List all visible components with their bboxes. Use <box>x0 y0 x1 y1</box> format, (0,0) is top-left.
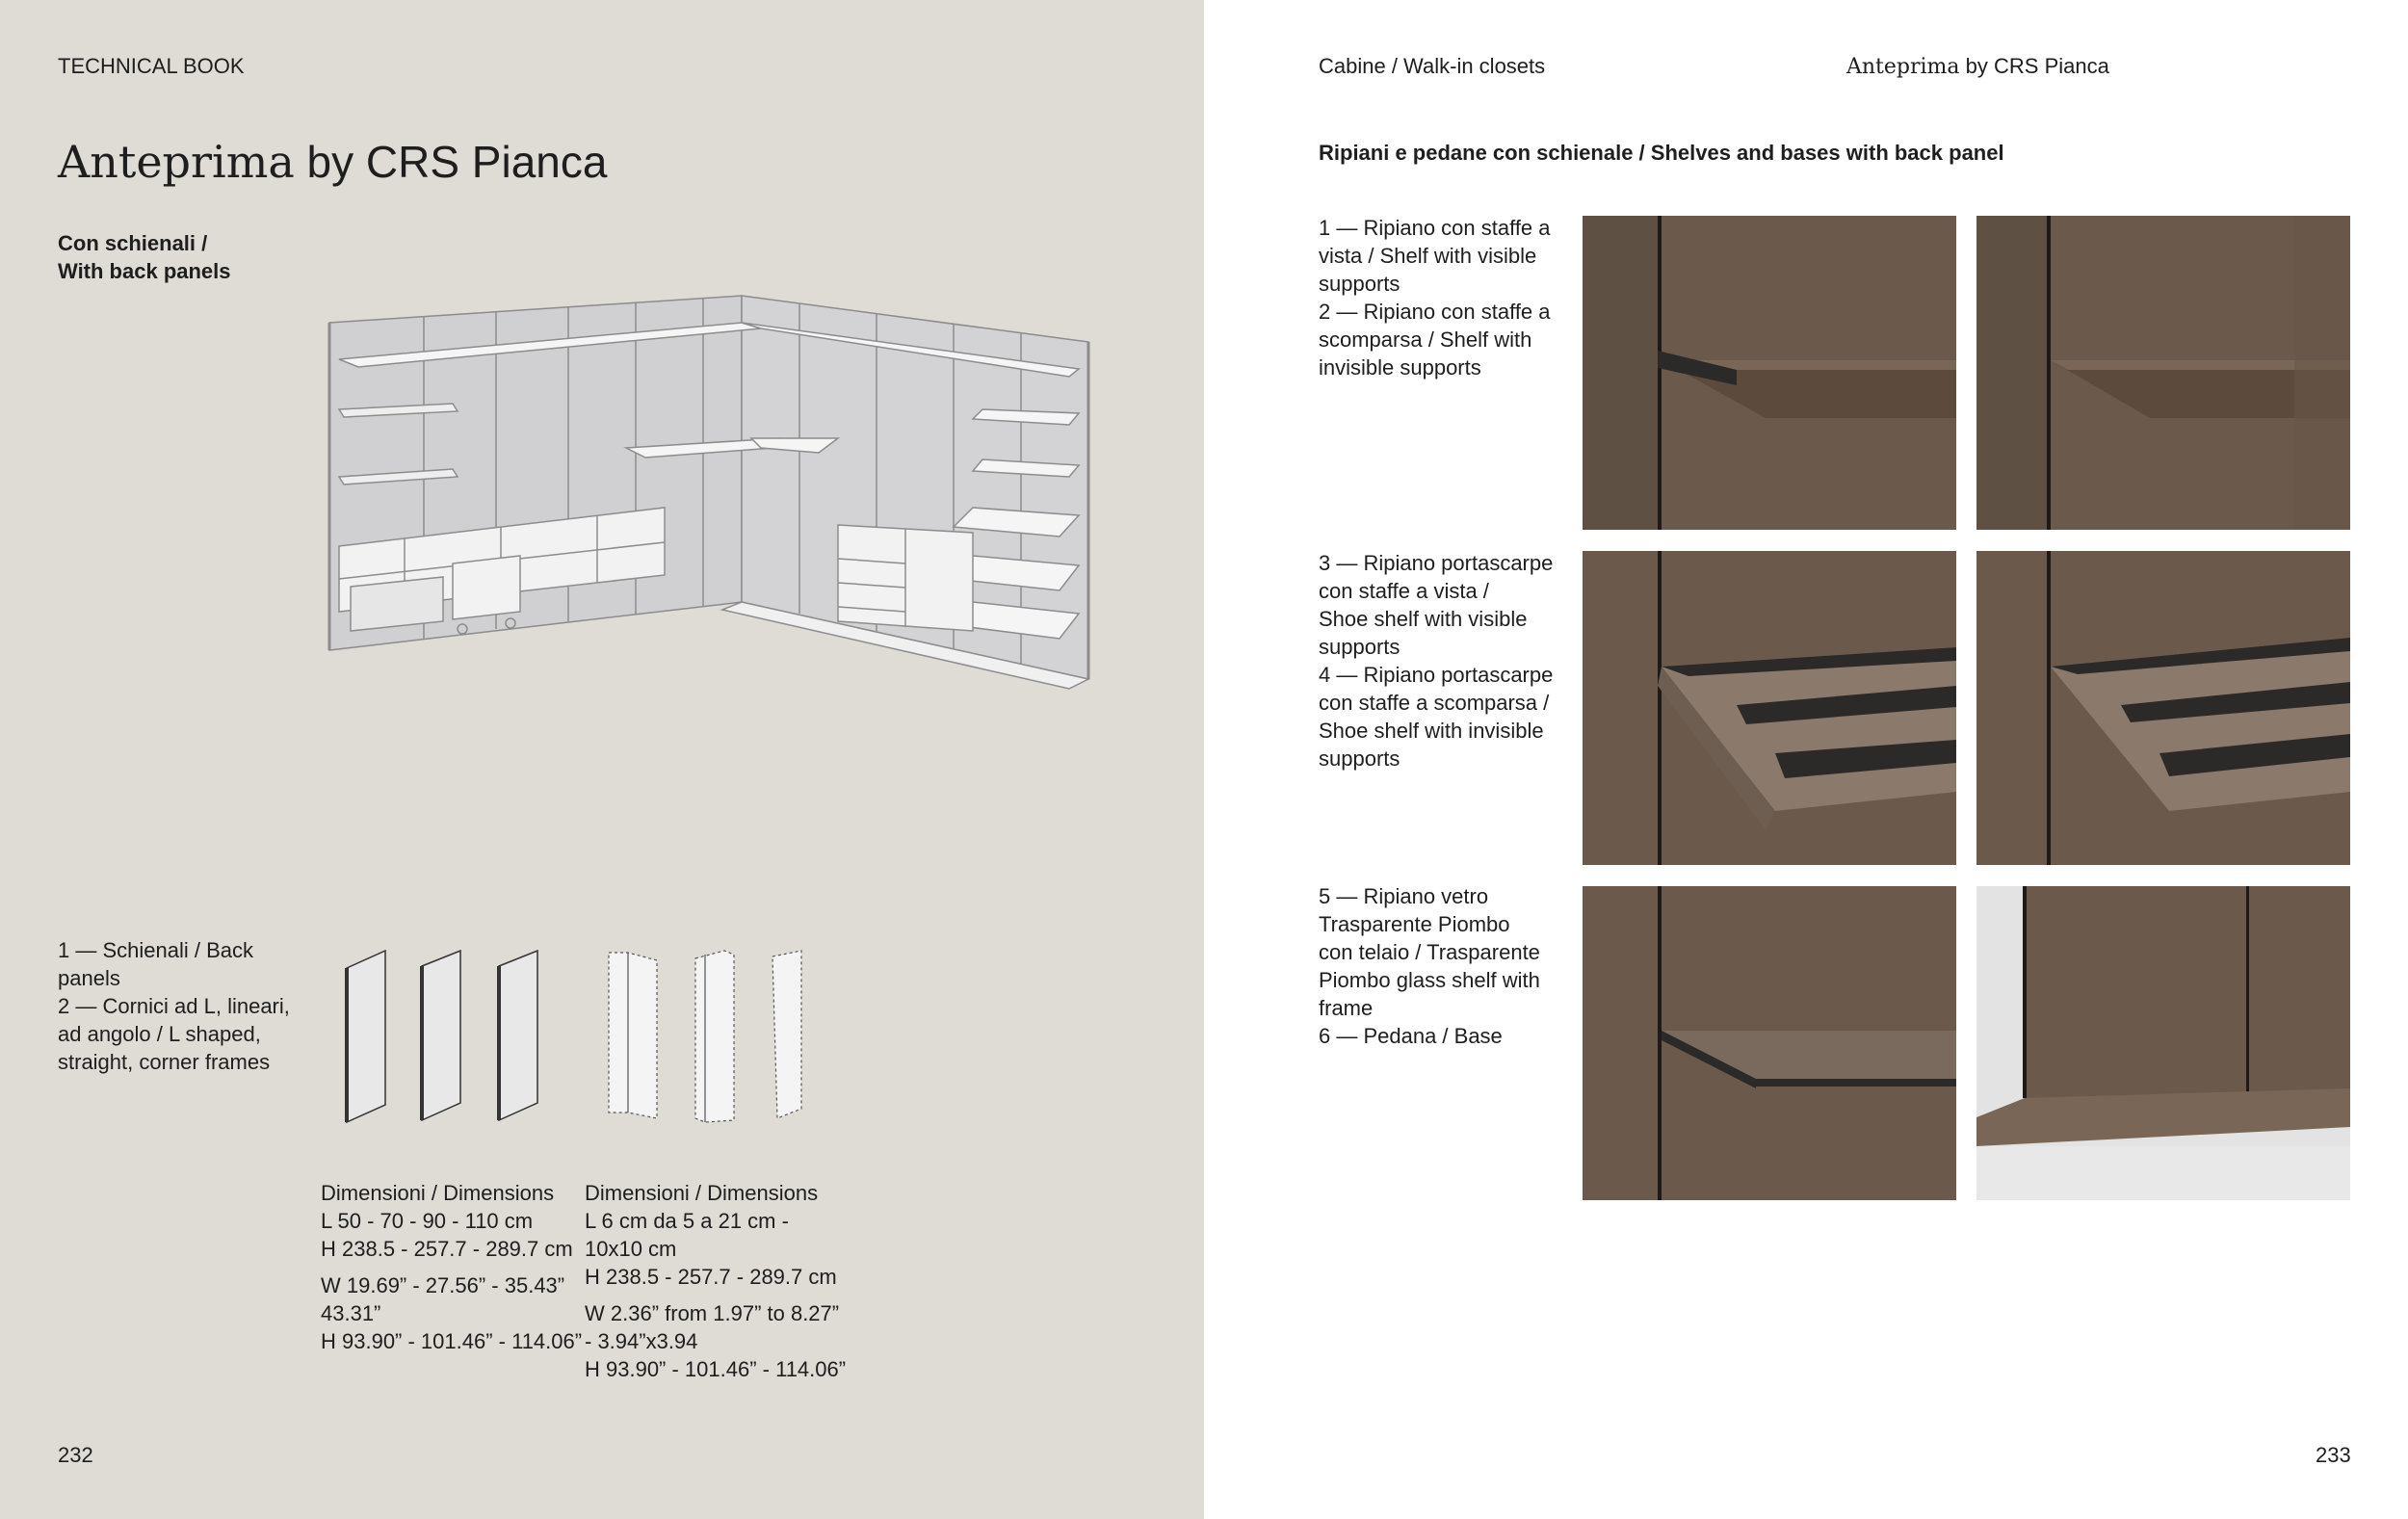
page-number-right: 233 <box>2316 1443 2351 1467</box>
caption-line: con telaio / Trasparente <box>1319 940 1540 964</box>
title-by-crs-pianca: by CRS Pianca <box>306 137 608 187</box>
dimensions-line: H 93.90” - 101.46” - 114.06” <box>585 1357 847 1381</box>
dimensions-back-panels <box>321 1179 582 1355</box>
caption-line: 1 — Ripiano con staffe a <box>1319 216 1551 240</box>
caption-line: 2 — Ripiano con staffe a <box>1319 300 1551 324</box>
dimensions-line: L 6 cm da 5 a 21 cm - <box>585 1209 789 1233</box>
section-label: Cabine / Walk-in closets <box>1319 54 1546 78</box>
caption-line: Shoe shelf with visible <box>1319 607 1528 631</box>
title-anteprima: Anteprima <box>58 136 295 188</box>
photo-glass-shelf <box>1583 886 1956 1200</box>
caption-group-1 <box>1319 214 1551 381</box>
dimensions-title: Dimensioni / Dimensions <box>321 1181 555 1205</box>
subtitle <box>58 229 231 285</box>
walk-in-closet-drawing <box>318 284 1108 698</box>
subtitle-line: With back panels <box>58 259 231 283</box>
legend-line: ad angolo / L shaped, <box>58 1022 261 1046</box>
page-title <box>58 135 607 189</box>
dimensions-line: 10x10 cm <box>585 1237 677 1261</box>
dimensions-line: - 3.94”x3.94 <box>585 1329 698 1353</box>
brand-by-crs-pianca: by CRS Pianca <box>1965 54 2109 78</box>
legend-line: straight, corner frames <box>58 1050 271 1074</box>
dimensions-line: H 238.5 - 257.7 - 289.7 cm <box>585 1265 837 1289</box>
caption-line: Shoe shelf with invisible <box>1319 719 1544 743</box>
photo-shoe-shelf-visible-supports <box>1583 551 1956 865</box>
dimensions-line: H 93.90” - 101.46” - 114.06” <box>321 1329 583 1353</box>
right-page <box>1204 0 2408 1519</box>
caption-line: supports <box>1319 272 1400 296</box>
dimensions-title: Dimensioni / Dimensions <box>585 1181 819 1205</box>
caption-line: supports <box>1319 635 1400 659</box>
dimensions-line: H 238.5 - 257.7 - 289.7 cm <box>321 1237 573 1261</box>
caption-line: vista / Shelf with visible <box>1319 244 1537 268</box>
legend <box>58 936 290 1076</box>
caption-line: invisible supports <box>1319 355 1481 380</box>
caption-line: 3 — Ripiano portascarpe <box>1319 551 1554 575</box>
section-heading: Ripiani e pedane con schienale / Shelves and bases with back panel <box>1319 141 2004 165</box>
photo-base <box>1976 886 2350 1200</box>
dimensions-line: 43.31” <box>321 1301 381 1325</box>
photo-shoe-shelf-invisible-supports <box>1976 551 2350 865</box>
legend-line: 1 — Schienali / Back <box>58 938 253 962</box>
frames-drawing <box>599 939 821 1132</box>
header-label: TECHNICAL BOOK <box>58 54 245 78</box>
dimensions-line: W 19.69” - 27.56” - 35.43” <box>321 1273 565 1297</box>
caption-line: scomparsa / Shelf with <box>1319 327 1532 352</box>
page-number-left: 232 <box>58 1443 93 1467</box>
photo-shelf-visible-supports <box>1583 216 1956 530</box>
caption-line: Trasparente Piombo <box>1319 912 1510 936</box>
photo-shelf-invisible-supports <box>1976 216 2350 530</box>
caption-line: 4 — Ripiano portascarpe <box>1319 663 1554 687</box>
caption-line: con staffe a scomparsa / <box>1319 691 1550 715</box>
subtitle-line: Con schienali / <box>58 231 208 255</box>
legend-line: panels <box>58 966 120 990</box>
caption-group-2 <box>1319 549 1553 773</box>
caption-line: 6 — Pedana / Base <box>1319 1024 1503 1048</box>
brand-anteprima: Anteprima <box>1846 55 1960 79</box>
dimensions-line: W 2.36” from 1.97” to 8.27” <box>585 1301 840 1325</box>
caption-group-3 <box>1319 882 1540 1050</box>
caption-line: Piombo glass shelf with <box>1319 968 1540 992</box>
legend-line: 2 — Cornici ad L, lineari, <box>58 994 290 1018</box>
caption-line: frame <box>1319 996 1374 1020</box>
caption-line: 5 — Ripiano vetro <box>1319 884 1489 908</box>
caption-line: con staffe a vista / <box>1319 579 1489 603</box>
dimensions-line: L 50 - 70 - 90 - 110 cm <box>321 1209 534 1233</box>
back-panels-drawing <box>337 939 549 1132</box>
brand-label <box>1846 52 2109 81</box>
caption-line: supports <box>1319 746 1400 771</box>
dimensions-frames <box>585 1179 846 1383</box>
